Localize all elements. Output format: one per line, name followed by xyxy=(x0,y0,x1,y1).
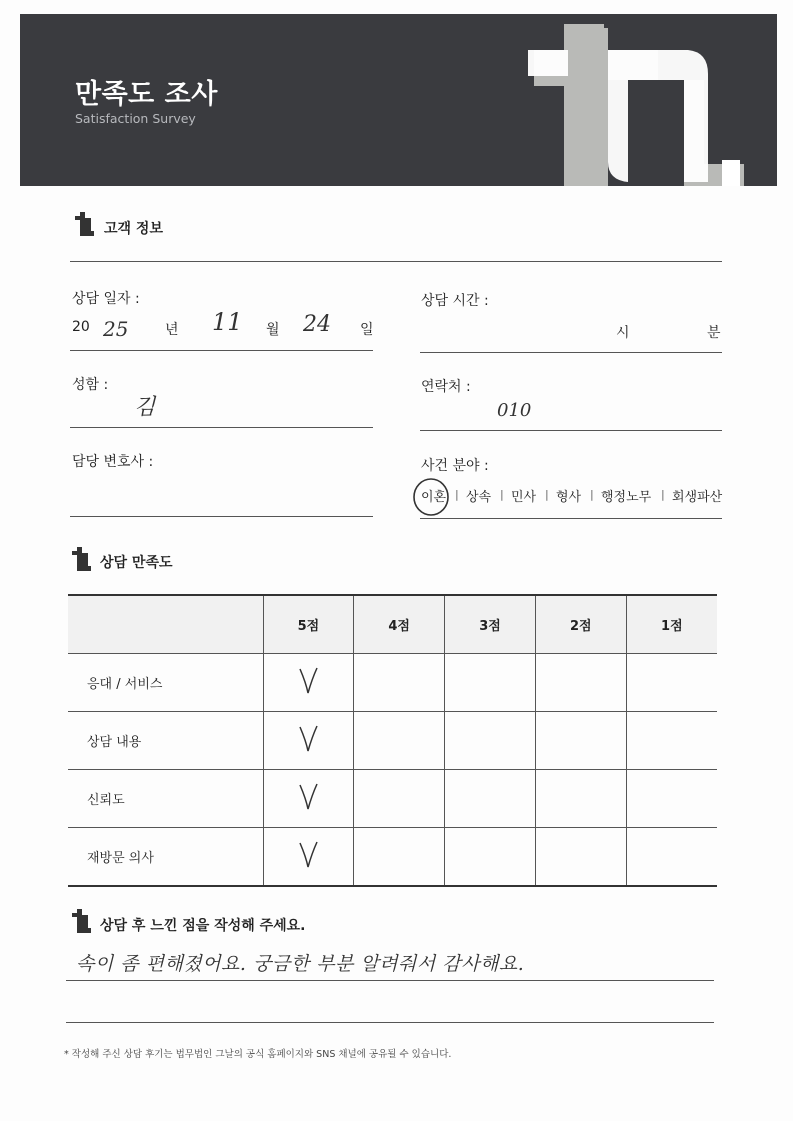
case-option-rehabilitation[interactable]: 회생파산 xyxy=(672,490,723,505)
score-cell[interactable] xyxy=(445,712,536,770)
table-header-row xyxy=(68,595,717,654)
score-cell[interactable] xyxy=(626,828,717,887)
hour-unit: 시 xyxy=(616,325,630,341)
table-header-blank xyxy=(68,595,263,654)
field-underline xyxy=(70,427,373,428)
brand-logo-icon xyxy=(508,14,777,186)
table-row xyxy=(68,770,717,828)
minute-unit: 분 xyxy=(707,325,721,341)
score-cell[interactable] xyxy=(535,712,626,770)
section-logo-icon xyxy=(69,908,93,934)
case-option-inheritance[interactable]: 상속 xyxy=(466,490,492,505)
score-cell[interactable] xyxy=(354,770,445,828)
check-mark-icon xyxy=(296,665,320,697)
table-row xyxy=(68,654,717,712)
header-banner xyxy=(20,14,777,186)
score-cell[interactable] xyxy=(535,828,626,887)
field-underline xyxy=(420,352,722,353)
case-option-divorce[interactable]: 이혼 xyxy=(421,490,447,505)
option-separator: | xyxy=(590,488,594,501)
section-title-customer-info: 고객 정보 xyxy=(104,221,163,237)
score-cell[interactable] xyxy=(263,828,354,887)
score-cell[interactable] xyxy=(354,712,445,770)
check-mark-icon xyxy=(296,839,320,871)
consult-time-label: 상담 시간 : xyxy=(421,293,489,309)
consult-date-label: 상담 일자 : xyxy=(72,291,140,307)
score-header: 2점 xyxy=(535,595,626,654)
option-separator: | xyxy=(500,488,504,501)
score-cell[interactable] xyxy=(626,654,717,712)
table-row xyxy=(68,712,717,770)
score-cell[interactable] xyxy=(445,770,536,828)
option-separator: | xyxy=(455,488,459,501)
year-unit: 년 xyxy=(165,322,179,338)
contact-value[interactable]: 010 xyxy=(497,400,532,421)
day-unit: 일 xyxy=(360,322,374,338)
row-label: 응대 / 서비스 xyxy=(68,654,263,712)
selected-circle-icon xyxy=(410,475,454,519)
score-header: 5점 xyxy=(263,595,354,654)
feedback-line xyxy=(66,980,714,981)
score-cell[interactable] xyxy=(263,654,354,712)
field-underline xyxy=(420,518,722,519)
section-logo-icon xyxy=(69,546,93,572)
field-underline xyxy=(70,516,373,517)
name-label: 성함 : xyxy=(72,377,109,393)
score-cell[interactable] xyxy=(626,712,717,770)
field-underline xyxy=(420,430,722,431)
page-title: 만족도 조사 xyxy=(75,79,218,110)
section-title-feedback: 상담 후 느낀 점을 작성해 주세요. xyxy=(100,918,306,934)
satisfaction-table xyxy=(68,594,717,887)
month-value[interactable]: 11 xyxy=(212,308,243,336)
case-option-criminal[interactable]: 형사 xyxy=(556,490,582,505)
score-header: 4점 xyxy=(354,595,445,654)
row-label: 신뢰도 xyxy=(68,770,263,828)
divider xyxy=(70,261,722,262)
table-row xyxy=(68,828,717,887)
score-cell[interactable] xyxy=(535,654,626,712)
score-cell[interactable] xyxy=(535,770,626,828)
month-unit: 월 xyxy=(266,322,280,338)
score-cell[interactable] xyxy=(354,654,445,712)
contact-label: 연락처 : xyxy=(421,379,471,395)
lawyer-label: 담당 변호사 : xyxy=(72,454,154,470)
page-subtitle: Satisfaction Survey xyxy=(75,111,196,126)
score-cell[interactable] xyxy=(445,828,536,887)
score-cell[interactable] xyxy=(626,770,717,828)
score-header: 1점 xyxy=(626,595,717,654)
year-value[interactable]: 25 xyxy=(103,317,129,341)
year-prefix: 20 xyxy=(72,319,90,335)
case-option-admin-labor[interactable]: 행정노무 xyxy=(601,490,652,505)
option-separator: | xyxy=(545,488,549,501)
name-value[interactable]: 김 xyxy=(134,395,156,420)
check-mark-icon xyxy=(296,781,320,813)
score-cell[interactable] xyxy=(263,770,354,828)
day-value[interactable]: 24 xyxy=(303,312,331,337)
case-option-civil[interactable]: 민사 xyxy=(511,490,537,505)
score-cell[interactable] xyxy=(354,828,445,887)
footnote: * 작성해 주신 상담 후기는 법무법인 그날의 공식 홈페이지와 SNS 채널에 공유될 수 있습니다. xyxy=(64,1049,452,1060)
check-mark-icon xyxy=(296,723,320,755)
score-cell[interactable] xyxy=(263,712,354,770)
section-logo-icon xyxy=(72,211,96,237)
field-underline xyxy=(70,350,373,351)
case-field-label: 사건 분야 : xyxy=(421,458,489,474)
row-label: 재방문 의사 xyxy=(68,828,263,887)
feedback-text[interactable]: 속이 좀 편해졌어요. 궁금한 부분 알려줘서 감사해요. xyxy=(76,953,525,975)
row-label: 상담 내용 xyxy=(68,712,263,770)
section-title-satisfaction: 상담 만족도 xyxy=(100,555,173,571)
option-separator: | xyxy=(661,488,665,501)
feedback-line xyxy=(66,1022,714,1023)
score-cell[interactable] xyxy=(445,654,536,712)
score-header: 3점 xyxy=(445,595,536,654)
